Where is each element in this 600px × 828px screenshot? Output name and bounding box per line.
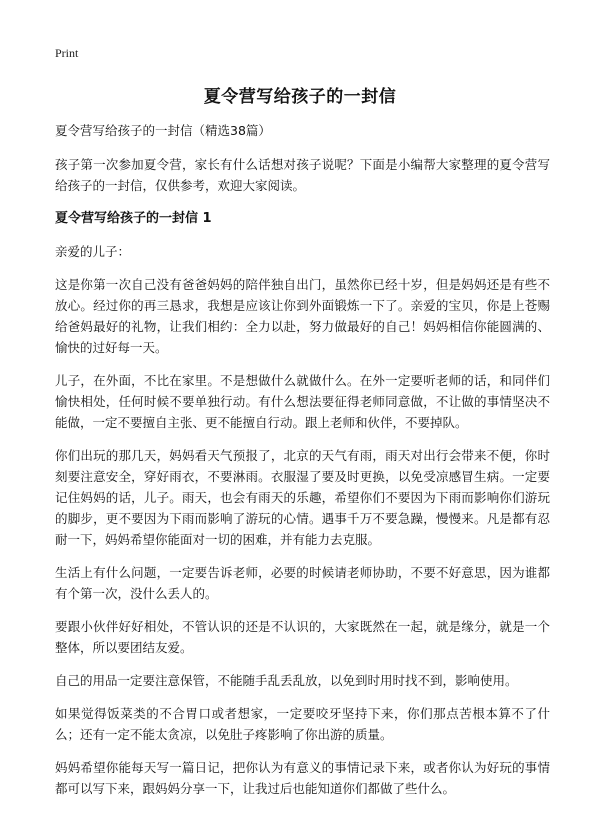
letter-paragraph: 自己的用品一定要注意保管，不能随手乱丢乱放，以免到时用时找不到，影响使用。 bbox=[55, 673, 518, 688]
letter-paragraph: 生活上有什么问题，一定要告诉老师，必要的时候请老师协助，不要不好意思，因为谁都有个第一次，没什么丢人的。 bbox=[55, 565, 550, 601]
letter-paragraph: 妈妈希望你能每天写一篇日记，把你认为有意义的事情记录下来，或者你认为好玩的事情都可以写下来，跟妈妈分享一下，让我过后也能知道你们都做了些什么。 bbox=[55, 760, 550, 796]
section-heading: 夏令营写给孩子的一封信 1 bbox=[55, 211, 212, 226]
print-link[interactable]: Print bbox=[55, 46, 79, 60]
article-body bbox=[55, 120, 550, 811]
letter-paragraph: 要跟小伙伴好好相处，不管认识的还是不认识的，大家既然在一起，就是缘分，就是一个整体，所以要团结友爱。 bbox=[55, 619, 550, 655]
letter-paragraph: 如果觉得饭菜类的不合胃口或者想家，一定要咬牙坚持下来，你们那点苦根本算不了什么；还有一定不能太贪凉，以免肚子疼影响了你出游的质量。 bbox=[55, 706, 550, 742]
page-title: 夏令营写给孩子的一封信 bbox=[203, 87, 397, 107]
letter-greeting: 亲爱的儿子： bbox=[55, 244, 131, 259]
letter-paragraph: 这是你第一次自己没有爸爸妈妈的陪伴独自出门，虽然你已经十岁，但是妈妈还是有些不放心。经过你的再三恳求，我想是应该让你到外面锻炼一下了。亲爱的宝贝，你是上苍赐给爸妈最好的礼物，让我们相约：全力以赴，努力做最好的自己！妈妈相信你能圆满的、愉快的过好每一天。 bbox=[55, 277, 550, 355]
article-subtitle: 夏令营写给孩子的一封信（精选38篇） bbox=[55, 123, 271, 138]
letter-paragraph: 儿子，在外面，不比在家里。不是想做什么就做什么。在外一定要听老师的话，和同伴们愉快相处，任何时候不要单独行动。有什么想法要征得老师同意做，不让做的事情坚决不能做，一定不要擅自主张、更不能擅自行动。跟上老师和伙伴，不要掉队。 bbox=[55, 373, 550, 430]
letter-paragraph: 你们出玩的那几天，妈妈看天气预报了，北京的天气有雨，雨天对出行会带来不便，你时刻要注意安全，穿好雨衣，不要淋雨。衣服湿了要及时更换，以免受凉感冒生病。一定要记住妈妈的话，儿子。雨天，也会有雨天的乐趣，希望你们不要因为下雨而影响你们游玩的脚步，更不要因为下雨而影响了游玩的心情。遇事千万不要急躁，慢慢来。凡是都有忍耐一下，妈妈希望你能面对一切的困难，并有能力去克服。 bbox=[55, 448, 550, 547]
intro-paragraph: 孩子第一次参加夏令营，家长有什么话想对孩子说呢？下面是小编帮大家整理的夏令营写给孩子的一封信，仅供参考，欢迎大家阅读。 bbox=[55, 157, 550, 193]
